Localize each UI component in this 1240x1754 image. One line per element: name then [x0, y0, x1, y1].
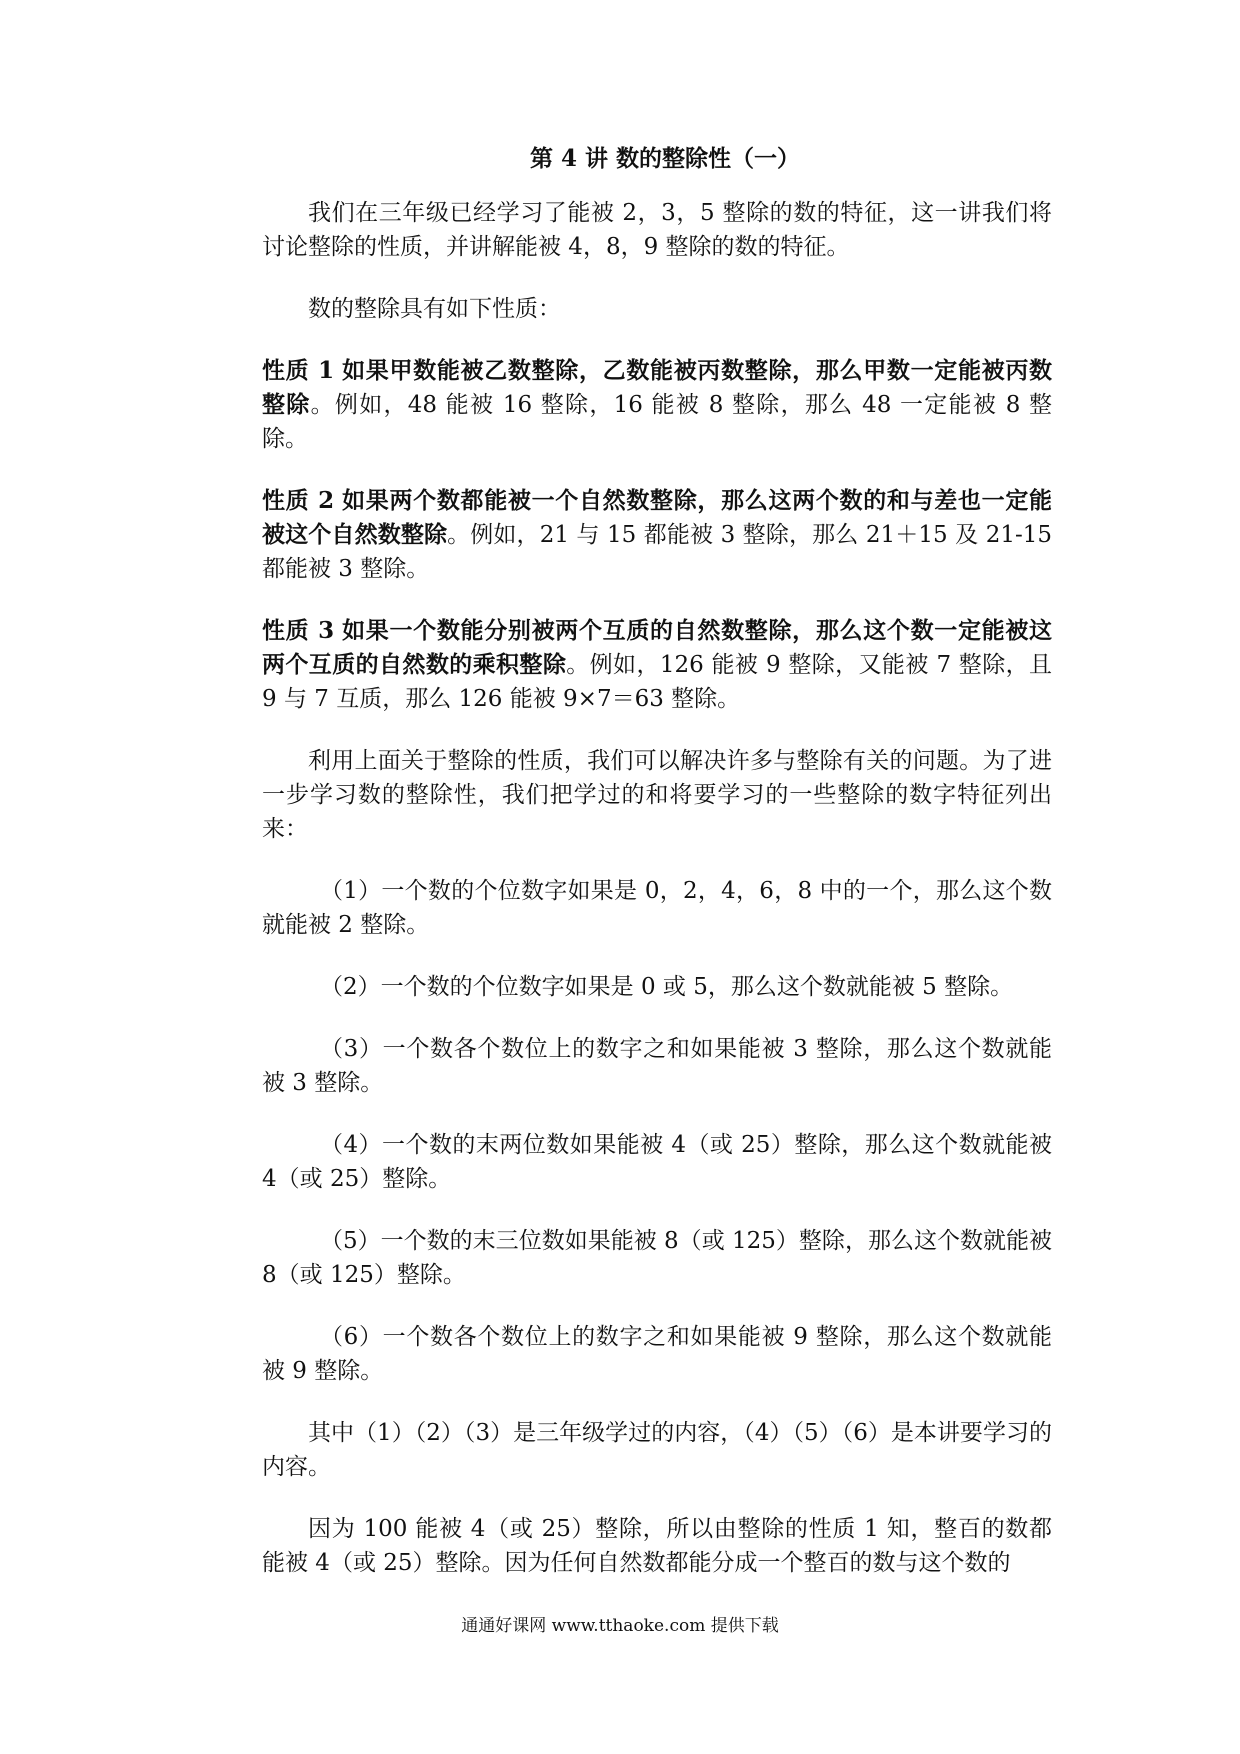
feature-item-4: （4）一个数的末两位数如果能被 4（或 25）整除，那么这个数就能被 4（或 25）整除。 — [262, 1132, 1052, 1192]
property-2-label: 性质 2 — [262, 487, 335, 514]
feature-item-3: （3）一个数各个数位上的数字之和如果能被 3 整除，那么这个数就能被 3 整除。 — [262, 1036, 1052, 1096]
note-paragraph: 其中（1）（2）（3）是三年级学过的内容，（4）（5）（6）是本讲要学习的内容。 — [262, 1420, 1052, 1480]
feature-item-5: （5）一个数的末三位数如果能被 8（或 125）整除，那么这个数就能被 8（或 125）整除。 — [262, 1228, 1052, 1288]
feature-item-1: （1）一个数的个位数字如果是 0，2，4，6，8 中的一个，那么这个数就能被 2 整除。 — [262, 878, 1053, 938]
property-3-label: 性质 3 — [262, 617, 335, 644]
property-1-label: 性质 1 — [262, 357, 335, 384]
property-2-example: 。例如，21 与 15 都能被 3 整除，那么 21＋15 及 21-15 都能被 3 整除。 — [262, 522, 1052, 582]
closing-paragraph: 因为 100 能被 4（或 25）整除，所以由整除的性质 1 知，整百的数都能被 4（或 25）整除。因为任何自然数都能分成一个整百的数与这个数的 — [262, 1516, 1052, 1576]
property-3-statement: 如果一个数能分别被两个互质的自然数整除，那么这个数一定能被这两个互质的自然数的乘积整除 — [262, 617, 1053, 678]
intro-paragraph: 我们在三年级已经学习了能被 2，3，5 整除的数的特征，这一讲我们将讨论整除的性质，并讲解能被 4，8，9 整除的数的特征。 — [262, 200, 1052, 260]
property-3 — [262, 614, 1052, 716]
property-1-statement: 如果甲数能被乙数整除，乙数能被丙数整除，那么甲数一定能被丙数整除 — [262, 357, 1053, 418]
property-1 — [262, 354, 1052, 456]
page-title: 第 4 讲 数的整除性（一） — [529, 145, 801, 172]
properties-intro: 数的整除具有如下性质： — [308, 296, 561, 322]
property-1-example: 。例如，48 能被 16 整除，16 能被 8 整除，那么 48 一定能被 8 整除。 — [262, 392, 1053, 452]
page-footer: 通通好课网 www.tthaoke.com 提供下载 — [461, 1616, 779, 1636]
document-page — [262, 142, 1052, 1608]
property-2 — [262, 484, 1052, 586]
property-2-statement: 如果两个数都能被一个自然数整除，那么这两个数的和与差也一定能被这个自然数整除 — [262, 487, 1053, 548]
feature-item-6: （6）一个数各个数位上的数字之和如果能被 9 整除，那么这个数就能被 9 整除。 — [262, 1324, 1052, 1384]
property-3-example: 。例如，126 能被 9 整除，又能被 7 整除，且 9 与 7 互质，那么 126 能被 9×7＝63 整除。 — [262, 652, 1052, 712]
feature-item-2: （2）一个数的个位数字如果是 0 或 5，那么这个数就能被 5 整除。 — [320, 974, 1014, 1000]
features-intro: 利用上面关于整除的性质，我们可以解决许多与整除有关的问题。为了进一步学习数的整除性，我们把学过的和将要学习的一些整除的数字特征列出来： — [262, 748, 1052, 842]
